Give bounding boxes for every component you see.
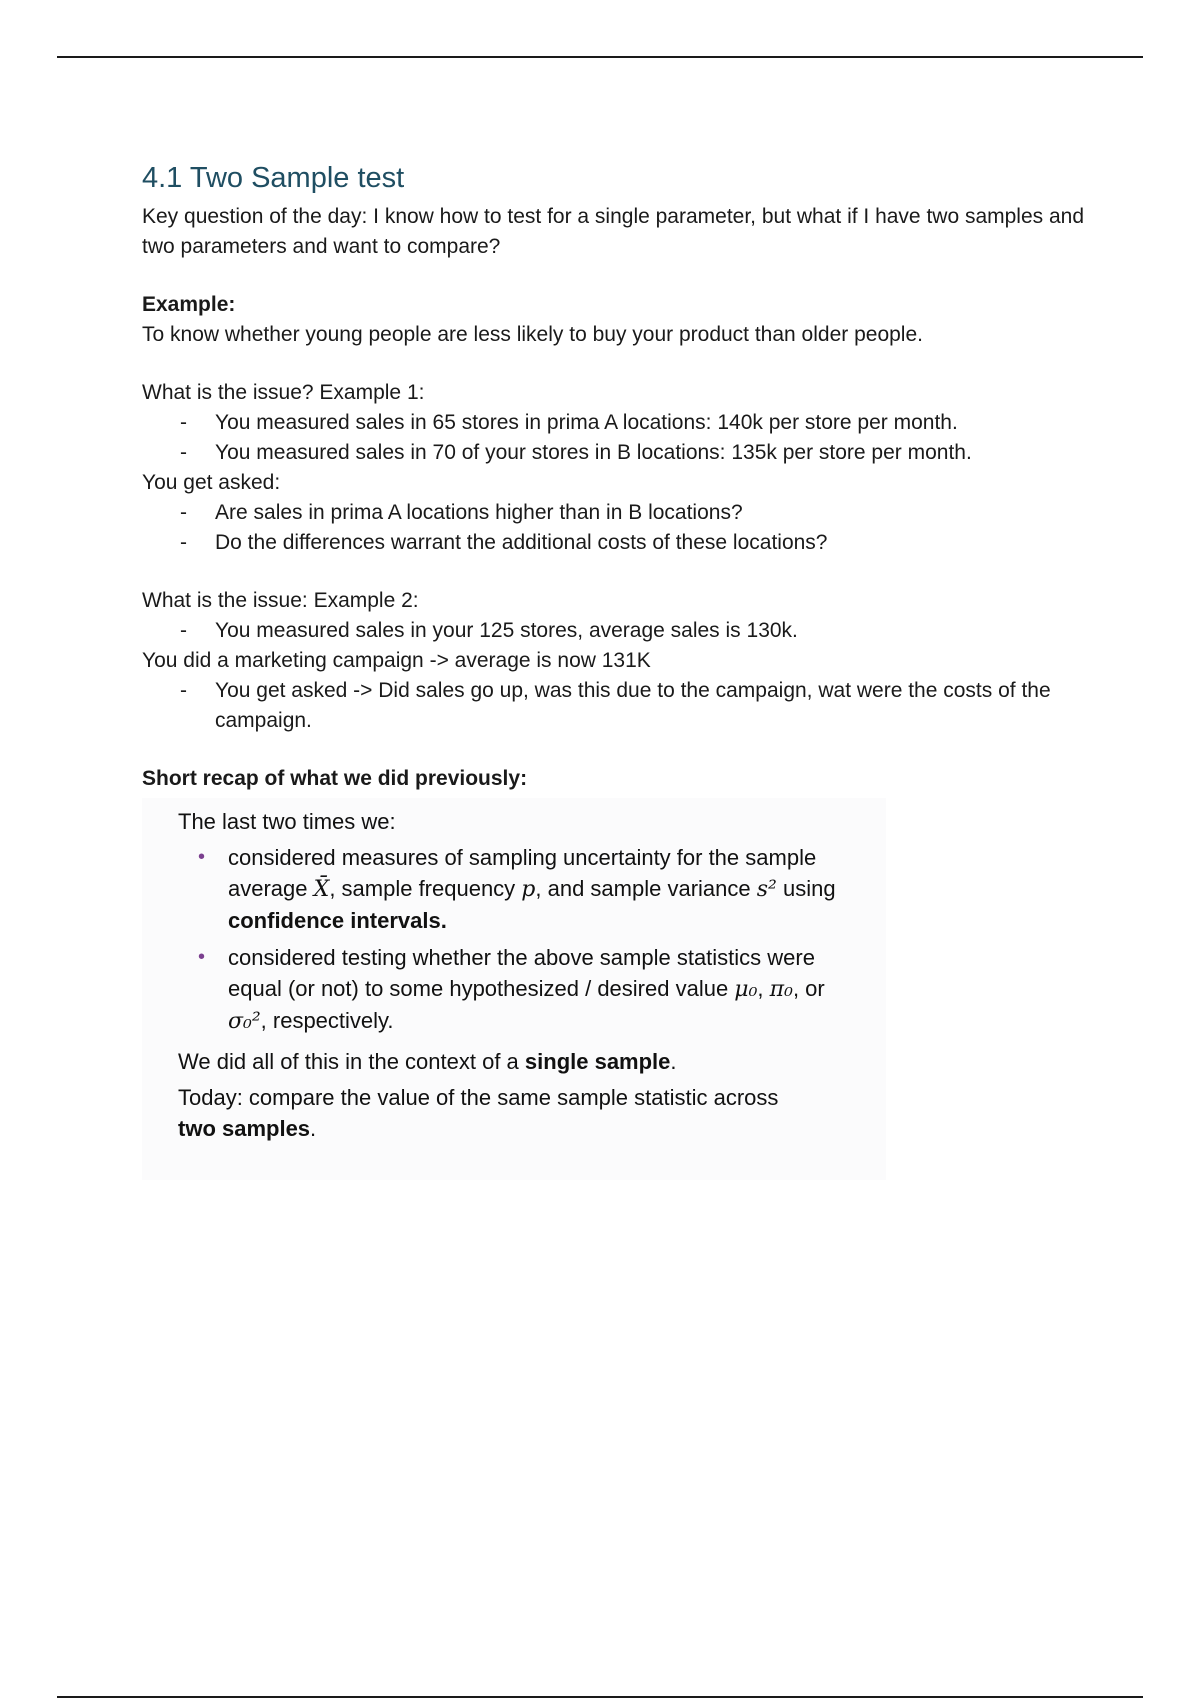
recap-slide-image [142, 798, 886, 1180]
example2-question-list [142, 676, 1092, 736]
asked-label: You get asked: [142, 471, 281, 494]
key-question: Key question of the day: I know how to test for a single parameter, but what if I have two samples and two parameters and want to compare? [142, 205, 1085, 258]
list-item: - Are sales in prima A locations higher than in B locations? [215, 498, 1092, 528]
bullet-dot-icon: • [198, 846, 206, 868]
list-item: - You get asked -> Did sales go up, was this due to the campaign, wat were the costs of the campaign. [215, 676, 1092, 736]
bottom-rule [57, 1696, 1143, 1698]
list-item: - You measured sales in 70 of your stores in B locations: 135k per store per month. [215, 438, 1092, 468]
example1-questions [142, 498, 1092, 558]
example1-list [142, 408, 1092, 468]
recap-label: Short recap of what we did previously: [142, 767, 528, 790]
list-item: • considered testing whether the above sample statistics were equal (or not) to some hypothesized / desired value μ₀, π₀, or σ₀², respectively. [178, 942, 868, 1037]
recap-bullets [178, 842, 868, 1043]
list-item: - You measured sales in 65 stores in prima A locations: 140k per store per month. [215, 408, 1092, 438]
example1-title: What is the issue? Example 1: [142, 381, 425, 404]
list-item: - You measured sales in your 125 stores, average sales is 130k. [215, 616, 1092, 646]
example2-list [142, 616, 1092, 646]
top-rule [57, 56, 1143, 58]
section-heading: 4.1 Two Sample test [142, 162, 405, 194]
document-body [142, 158, 1092, 794]
example-label: Example: [142, 293, 236, 316]
bullet-dot-icon: • [198, 946, 206, 968]
example2-title: What is the issue: Example 2: [142, 589, 419, 612]
recap-intro: The last two times we: [178, 809, 396, 834]
recap-closing [178, 1046, 818, 1149]
example-text: To know whether young people are less likely to buy your product than older people. [142, 323, 923, 346]
closing-line-1: We did all of this in the context of a single sample. [178, 1049, 677, 1074]
closing-line-2: Today: compare the value of the same sample statistic across two samples. [178, 1085, 779, 1141]
list-item: - Do the differences warrant the additional costs of these locations? [215, 528, 1092, 558]
list-item: • considered measures of sampling uncertainty for the sample average X̄, sample frequency p, and sample variance s² using confidence intervals. [178, 842, 868, 936]
campaign-text: You did a marketing campaign -> average is now 131K [142, 649, 651, 672]
